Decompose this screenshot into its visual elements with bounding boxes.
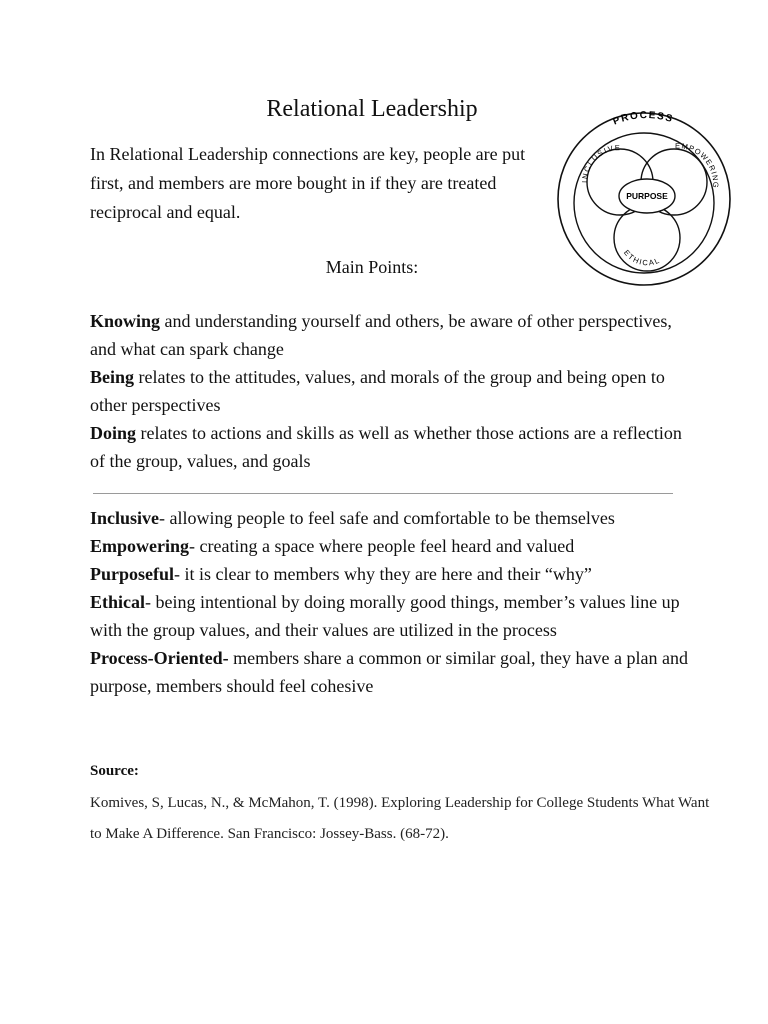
value-term: Inclusive bbox=[90, 508, 160, 528]
value-term: Process-Oriented- bbox=[90, 648, 229, 668]
page-title: Relational Leadership bbox=[266, 96, 478, 122]
pillar-text: relates to actions and skills as well as whether those actions are a reflection of the group, values, and goals bbox=[90, 423, 682, 471]
intro-paragraph: In Relational Leadership connections are key, people are put first, and members are more bought in if they are treated reciprocal and equal. bbox=[90, 144, 526, 222]
value-item bbox=[90, 560, 690, 588]
pillar-text: and understanding yourself and others, be aware of other perspectives, and what can spark change bbox=[90, 311, 672, 359]
values-list bbox=[90, 504, 690, 700]
value-text: - creating a space where people feel heard and valued bbox=[189, 536, 575, 556]
value-text: - allowing people to feel safe and comfortable to be themselves bbox=[159, 508, 615, 528]
source-citation: Komives, S, Lucas, N., & McMahon, T. (1998). Exploring Leadership for College Students What Want to Make A Difference. San Francisco: Jossey-Bass. (68-72). bbox=[90, 795, 710, 842]
value-text: - being intentional by doing morally good things, member’s values line up with the group values, and their values are utilized in the process bbox=[90, 592, 680, 640]
value-text: - it is clear to members why they are here and their “why” bbox=[174, 564, 592, 584]
pillar-term: Being bbox=[90, 367, 135, 387]
pillar-item bbox=[90, 307, 690, 363]
pillar-item bbox=[90, 419, 690, 475]
ethical-label: ETHICAL bbox=[621, 248, 662, 268]
value-item bbox=[90, 588, 690, 644]
section-divider bbox=[93, 493, 673, 494]
value-term: Empowering bbox=[90, 536, 189, 556]
value-item bbox=[90, 644, 690, 700]
main-points-heading: Main Points: bbox=[325, 257, 419, 277]
value-term: Ethical bbox=[90, 592, 146, 612]
value-item bbox=[90, 532, 690, 560]
value-term: Purposeful bbox=[90, 564, 175, 584]
value-text: members share a common or similar goal, they have a plan and purpose, members should feel cohesive bbox=[90, 648, 688, 696]
empowering-label: EMPOWERING bbox=[675, 141, 721, 189]
value-item bbox=[90, 504, 690, 532]
process-label: PROCESS bbox=[611, 109, 675, 128]
pillar-term: Knowing bbox=[90, 311, 161, 331]
pillars-list bbox=[90, 307, 690, 475]
purpose-label: PURPOSE bbox=[626, 191, 668, 201]
inclusive-label: INCLUSIVE bbox=[580, 143, 622, 184]
source-label: Source: bbox=[90, 763, 139, 779]
pillar-term: Doing bbox=[90, 423, 137, 443]
pillar-text: relates to the attitudes, values, and morals of the group and being open to other perspectives bbox=[90, 367, 665, 415]
pillar-item bbox=[90, 363, 690, 419]
